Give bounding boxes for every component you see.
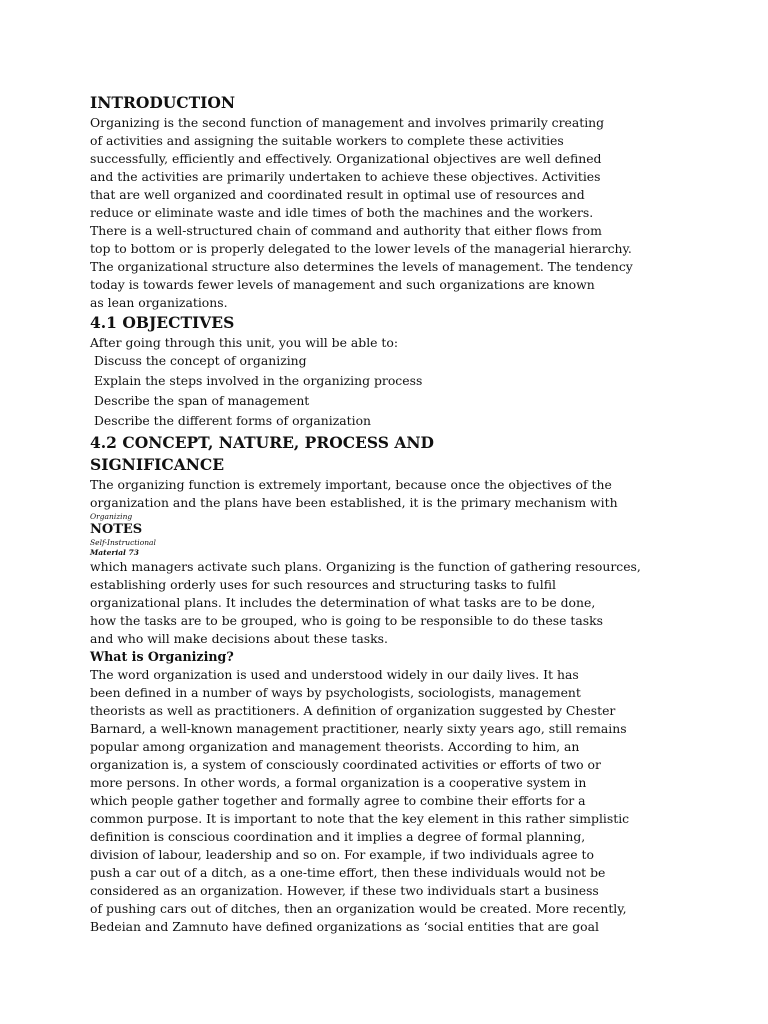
- paragraph-line: organization is, a system of consciously coordinated activities or efforts of two or: [90, 757, 601, 772]
- margin-notes: [90, 512, 750, 558]
- paragraph-line: Barnard, a well-known management practitioner, nearly sixty years ago, still remains: [90, 721, 627, 736]
- self-instructional-label: Self-Instructional: [90, 538, 156, 547]
- objectives-intro: After going through this unit, you will be able to:: [90, 335, 399, 350]
- concept-heading-line2: SIGNIFICANCE: [90, 455, 225, 474]
- paragraph-line: been defined in a number of ways by psychologists, sociologists, management: [90, 685, 581, 700]
- concept-heading-line1: 4.2 CONCEPT, NATURE, PROCESS AND: [90, 433, 434, 452]
- paragraph-line: and the activities are primarily undertaken to achieve these objectives. Activities: [90, 169, 601, 184]
- list-item: [90, 412, 750, 432]
- paragraph-line: division of labour, leadership and so on. For example, if two individuals agree to: [90, 847, 594, 862]
- paragraph-line: of pushing cars out of ditches, then an organization would be created. More recently,: [90, 901, 627, 916]
- paragraph-line: Organizing is the second function of management and involves primarily creating: [90, 115, 605, 130]
- introduction-paragraph: [90, 114, 750, 312]
- concept-paragraph-continued: [90, 558, 750, 648]
- paragraph-line: theorists as well as practitioners. A definition of organization suggested by Chester: [90, 703, 616, 718]
- paragraph-line: Bedeian and Zamnuto have defined organizations as ‘social entities that are goal: [90, 919, 599, 934]
- paragraph-line: organization and the plans have been established, it is the primary mechanism with: [90, 495, 618, 510]
- paragraph-line: common purpose. It is important to note that the key element in this rather simplistic: [90, 811, 630, 826]
- document-page: [90, 92, 750, 936]
- list-item-text: Describe the span of management: [94, 393, 310, 408]
- paragraph-line: reduce or eliminate waste and idle times of both the machines and the workers.: [90, 205, 594, 220]
- paragraph-line: how the tasks are to be grouped, who is going to be responsible to do these tasks: [90, 613, 604, 628]
- paragraph-line: organizational plans. It includes the determination of what tasks are to be done,: [90, 595, 596, 610]
- paragraph-line: establishing orderly uses for such resources and structuring tasks to fulfil: [90, 577, 556, 592]
- list-item-text: Explain the steps involved in the organizing process: [94, 373, 423, 388]
- paragraph-line: considered as an organization. However, if these two individuals start a business: [90, 883, 599, 898]
- objectives-list: [90, 352, 750, 432]
- paragraph-line: The organizing function is extremely important, because once the objectives of the: [90, 477, 612, 492]
- paragraph-line: and who will make decisions about these tasks.: [90, 631, 388, 646]
- paragraph-line: as lean organizations.: [90, 295, 228, 310]
- introduction-heading: INTRODUCTION: [90, 93, 236, 112]
- list-item-text: Discuss the concept of organizing: [94, 353, 307, 368]
- paragraph-line: more persons. In other words, a formal organization is a cooperative system in: [90, 775, 587, 790]
- running-header-organizing: Organizing: [90, 512, 133, 521]
- paragraph-line: top to bottom or is properly delegated to the lower levels of the managerial hierarchy.: [90, 241, 632, 256]
- paragraph-line: that are well organized and coordinated result in optimal use of resources and: [90, 187, 585, 202]
- list-item-text: Describe the different forms of organization: [94, 413, 372, 428]
- list-item: [90, 352, 750, 372]
- list-item: [90, 392, 750, 412]
- notes-label: NOTES: [90, 522, 143, 537]
- paragraph-line: There is a well-structured chain of command and authority that either flows from: [90, 223, 602, 238]
- what-is-organizing-paragraph: [90, 666, 750, 936]
- paragraph-line: popular among organization and management theorists. According to him, an: [90, 739, 580, 754]
- paragraph-line: definition is conscious coordination and it implies a degree of formal planning,: [90, 829, 586, 844]
- paragraph-line: today is towards fewer levels of management and such organizations are known: [90, 277, 595, 292]
- material-page-label: Material 73: [90, 548, 139, 557]
- paragraph-line: which managers activate such plans. Organizing is the function of gathering resources,: [90, 559, 641, 574]
- paragraph-line: The organizational structure also determines the levels of management. The tendency: [90, 259, 633, 274]
- paragraph-line: push a car out of a ditch, as a one-time effort, then these individuals would not be: [90, 865, 606, 880]
- list-item: [90, 372, 750, 392]
- paragraph-line: The word organization is used and understood widely in our daily lives. It has: [90, 667, 579, 682]
- what-is-organizing-heading: What is Organizing?: [90, 649, 234, 664]
- concept-paragraph: [90, 476, 750, 512]
- paragraph-line: successfully, efficiently and effectively. Organizational objectives are well defined: [90, 151, 602, 166]
- paragraph-line: of activities and assigning the suitable workers to complete these activities: [90, 133, 564, 148]
- objectives-heading: 4.1 OBJECTIVES: [90, 313, 235, 332]
- paragraph-line: which people gather together and formally agree to combine their efforts for a: [90, 793, 586, 808]
